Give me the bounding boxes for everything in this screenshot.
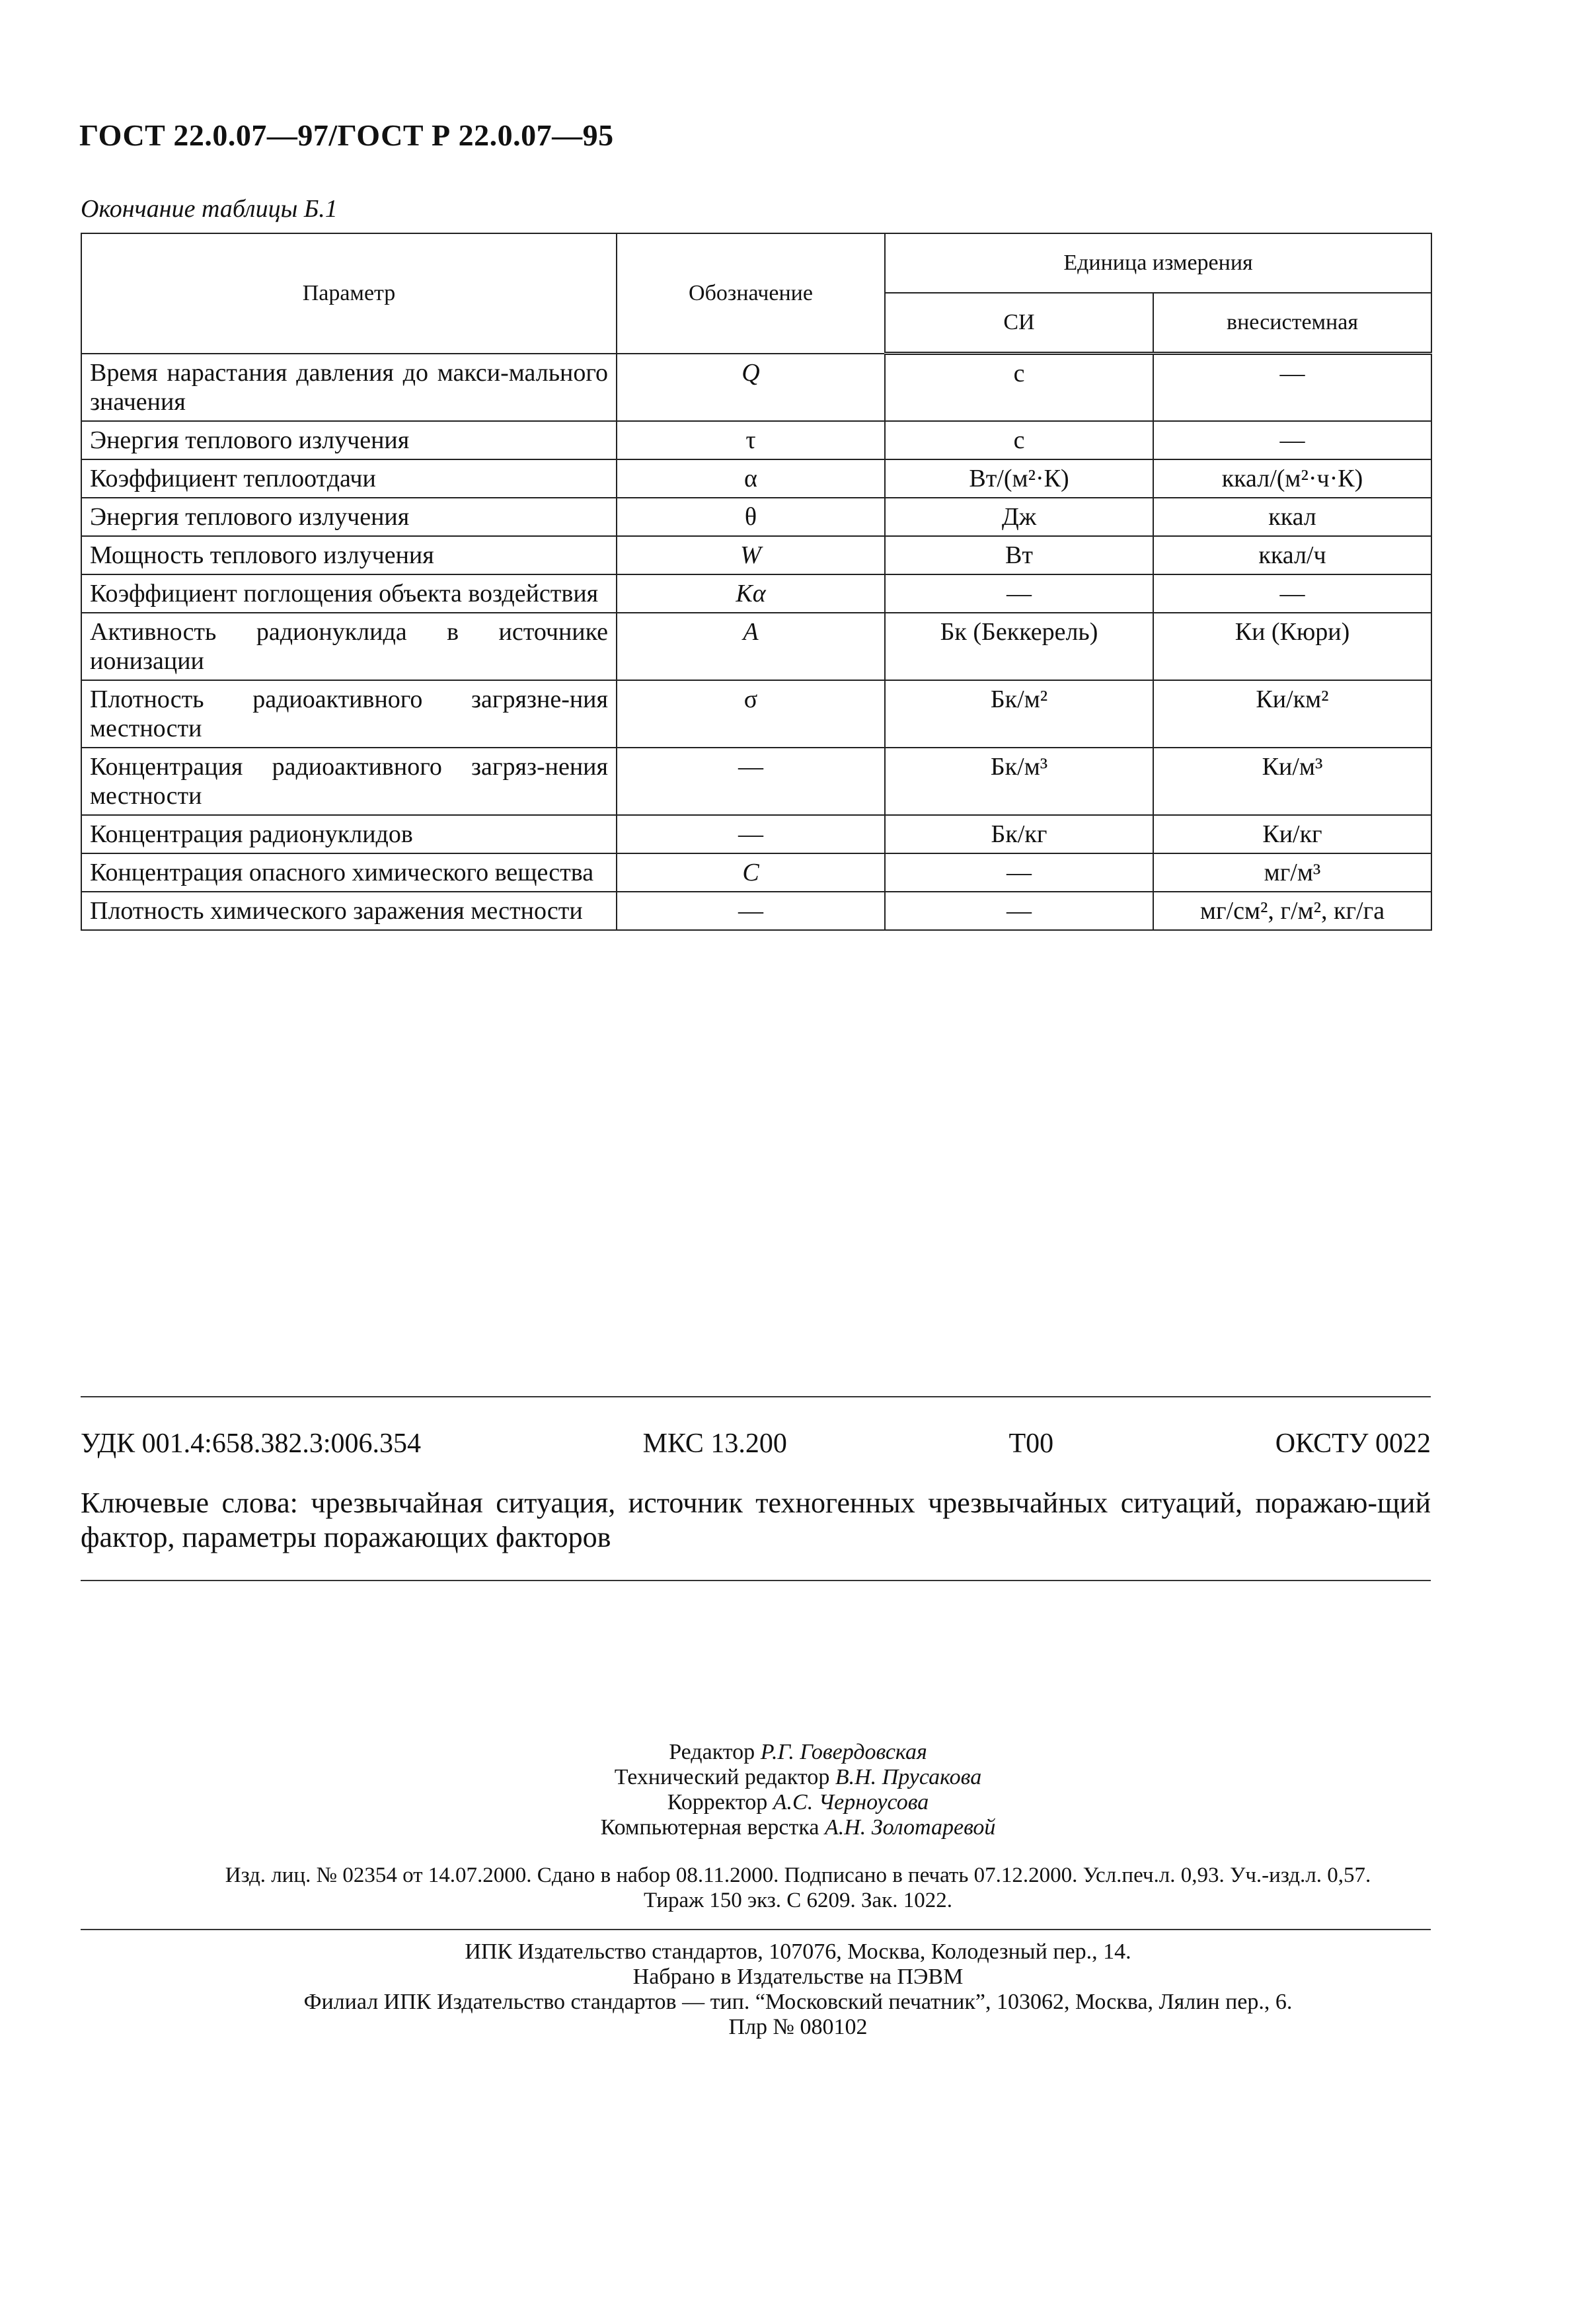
column-header-si: СИ (885, 293, 1153, 354)
symbol-cell: τ (617, 421, 885, 459)
table-row (81, 853, 1431, 892)
table-caption: Окончание таблицы Б.1 (81, 195, 338, 223)
si-unit-cell: — (885, 892, 1153, 930)
non-si-unit-cell: Ки/км² (1153, 680, 1431, 748)
si-unit-cell: Вт/(м²·К) (885, 459, 1153, 498)
credit-role: Корректор (667, 1790, 768, 1815)
symbol-cell: θ (617, 498, 885, 536)
publisher-line: ИПК Издательство стандартов, 107076, Москва, Колодезный пер., 14. (465, 1939, 1131, 1964)
publisher-line: Набрано в Издательстве на ПЭВМ (632, 1965, 964, 1989)
credit-role: Редактор (669, 1740, 755, 1764)
non-si-unit-cell: — (1153, 354, 1431, 421)
table-row (81, 613, 1431, 680)
column-header-param: Параметр (81, 233, 617, 354)
param-cell: Время нарастания давления до макси-мального значения (81, 354, 617, 421)
param-cell: Мощность теплового излучения (81, 536, 617, 574)
param-cell: Концентрация радиоактивного загряз-нения местности (81, 748, 617, 815)
table-row (81, 536, 1431, 574)
non-si-unit-cell: мг/м³ (1153, 853, 1431, 892)
table-row (81, 354, 1431, 421)
classification-codes (81, 1428, 1431, 1460)
divider-publisher (81, 1929, 1431, 1930)
table-row (81, 680, 1431, 748)
param-cell: Коэффициент теплоотдачи (81, 459, 617, 498)
si-unit-cell: — (885, 574, 1153, 613)
param-cell: Плотность химического заражения местности (81, 892, 617, 930)
si-unit-cell: Бк/кг (885, 815, 1153, 853)
credit-technical-editor (0, 1765, 1596, 1790)
imprint-block (0, 1863, 1596, 1913)
non-si-unit-cell: мг/см², г/м², кг/га (1153, 892, 1431, 930)
symbol-cell: σ (617, 680, 885, 748)
param-cell: Плотность радиоактивного загрязне-ния местности (81, 680, 617, 748)
param-cell: Концентрация радионуклидов (81, 815, 617, 853)
table-row (81, 421, 1431, 459)
si-unit-cell: Бк/м³ (885, 748, 1153, 815)
divider-top (81, 1396, 1431, 1397)
table-row (81, 815, 1431, 853)
credit-role: Технический редактор (614, 1765, 830, 1789)
imprint-line: Изд. лиц. № 02354 от 14.07.2000. Сдано в набор 08.11.2000. Подписано в печать 07.12.2000. Усл.печ.л. 0,93. Уч.-изд.л. 0,57. (225, 1863, 1371, 1887)
si-unit-cell: с (885, 421, 1153, 459)
keywords-line: Ключевые слова: чрезвычайная ситуация, источник техногенных чрезвычайных ситуаций, поражаю-щий фактор, параметры поражающих факторов (81, 1487, 1431, 1553)
param-cell: Энергия теплового излучения (81, 498, 617, 536)
symbol-cell: — (617, 748, 885, 815)
si-unit-cell: с (885, 354, 1153, 421)
non-si-unit-cell: — (1153, 574, 1431, 613)
symbol-cell: — (617, 815, 885, 853)
non-si-unit-cell: — (1153, 421, 1431, 459)
column-header-unit-group: Единица измерения (885, 233, 1431, 293)
symbol-cell: W (617, 536, 885, 574)
param-cell: Активность радионуклида в источнике ионизации (81, 613, 617, 680)
symbol-cell: — (617, 892, 885, 930)
non-si-unit-cell: ккал/(м²·ч·К) (1153, 459, 1431, 498)
param-cell: Концентрация опасного химического вещества (81, 853, 617, 892)
credit-name: А.С. Черноусова (773, 1790, 929, 1815)
credit-proofreader (0, 1790, 1596, 1815)
si-unit-cell: Дж (885, 498, 1153, 536)
document-header: ГОСТ 22.0.07—97/ГОСТ Р 22.0.07—95 (79, 118, 614, 152)
publisher-block (0, 1939, 1596, 2040)
credit-name: В.Н. Прусакова (835, 1765, 982, 1789)
param-cell: Энергия теплового излучения (81, 421, 617, 459)
table-row (81, 459, 1431, 498)
editorial-credits (0, 1740, 1596, 1840)
credit-editor (0, 1740, 1596, 1765)
parameters-table (81, 233, 1432, 931)
udk-code: УДК 001.4:658.382.3:006.354 (81, 1428, 421, 1459)
symbol-cell: α (617, 459, 885, 498)
param-cell: Коэффициент поглощения объекта воздействия (81, 574, 617, 613)
credit-name: Р.Г. Говердовская (760, 1740, 927, 1764)
table-row (81, 748, 1431, 815)
table-row (81, 892, 1431, 930)
non-si-unit-cell: Ки/кг (1153, 815, 1431, 853)
imprint-line: Тираж 150 экз. С 6209. Зак. 1022. (644, 1889, 952, 1912)
si-unit-cell: Вт (885, 536, 1153, 574)
si-unit-cell: — (885, 853, 1153, 892)
non-si-unit-cell: Ки/м³ (1153, 748, 1431, 815)
credit-layout (0, 1815, 1596, 1840)
publisher-line: Плр № 080102 (728, 2015, 868, 2039)
symbol-cell: C (617, 853, 885, 892)
credit-role: Компьютерная верстка (600, 1815, 819, 1840)
t-code: Т00 (1008, 1428, 1054, 1459)
column-header-symbol: Обозначение (617, 233, 885, 354)
si-unit-cell: Бк (Беккерель) (885, 613, 1153, 680)
divider-keywords (81, 1580, 1431, 1581)
publisher-line: Филиал ИПК Издательство стандартов — тип. “Московский печатник”, 103062, Москва, Лялин пер., 6. (303, 1990, 1293, 2014)
okstu-code: ОКСТУ 0022 (1275, 1428, 1431, 1459)
column-header-non-si: внесистемная (1153, 293, 1431, 354)
non-si-unit-cell: ккал (1153, 498, 1431, 536)
si-unit-cell: Бк/м² (885, 680, 1153, 748)
symbol-cell: A (617, 613, 885, 680)
non-si-unit-cell: Ки (Кюри) (1153, 613, 1431, 680)
symbol-cell: Kα (617, 574, 885, 613)
symbol-cell: Q (617, 354, 885, 421)
credit-name: А.Н. Золотаревой (824, 1815, 996, 1840)
non-si-unit-cell: ккал/ч (1153, 536, 1431, 574)
table-row (81, 574, 1431, 613)
mks-code: МКС 13.200 (642, 1428, 787, 1459)
table-row (81, 498, 1431, 536)
